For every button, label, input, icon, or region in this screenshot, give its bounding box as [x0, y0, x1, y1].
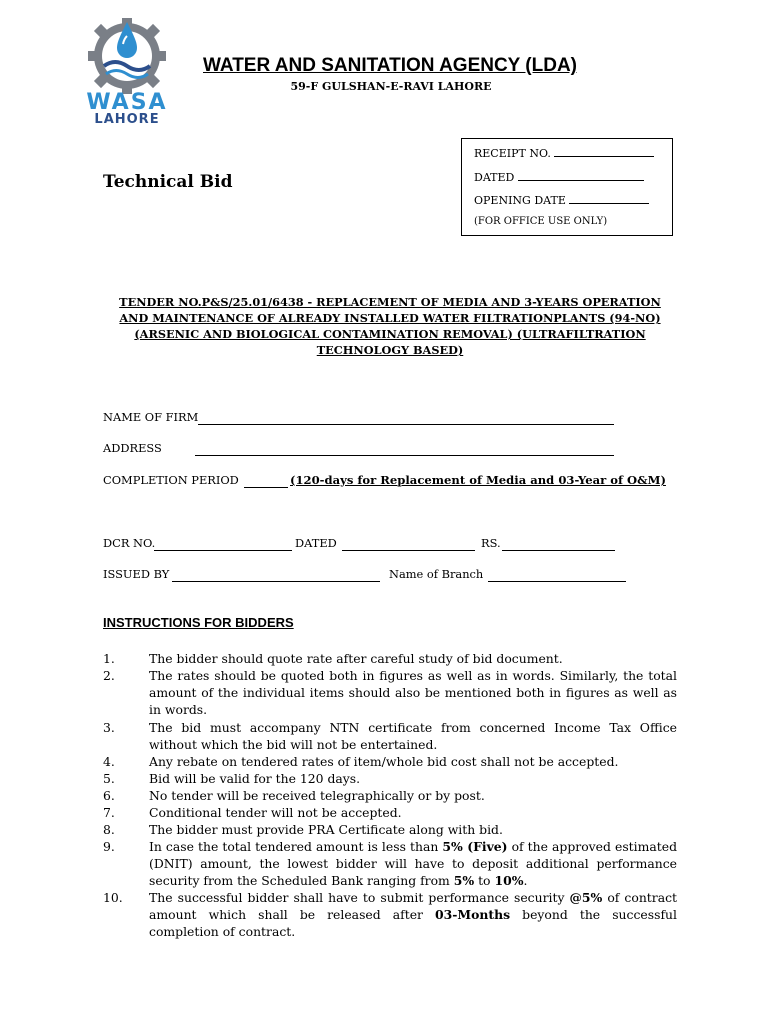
name-of-firm-label: NAME OF FIRM [103, 410, 199, 424]
item-number: 7. [103, 805, 115, 820]
item-text-part: beyond the successful completion of contract. [149, 907, 677, 940]
item-text: Bid will be valid for the 120 days. [149, 771, 361, 786]
receipt-no-blank [554, 147, 654, 157]
dcr-no-label: DCR NO. [103, 536, 156, 550]
item-text: No tender will be received telegraphically or by post. [149, 788, 485, 803]
item-text: Conditional tender will not be accepted. [149, 805, 402, 820]
item-text-bold: 10% [494, 873, 524, 889]
dcr-dated-line[interactable] [342, 550, 475, 551]
address-line[interactable] [195, 455, 614, 456]
opening-date-blank [569, 194, 649, 204]
dcr-dated-label: DATED [295, 536, 337, 550]
item-text-part: of contract amount which shall be released after [149, 890, 678, 923]
item-text [149, 889, 677, 941]
tender-line: TENDER NO.P&S/25.01/6438 - REPLACEMENT OF MEDIA AND 3-YEARS OPERATION [119, 295, 661, 309]
rs-label: RS. [481, 536, 501, 550]
item-text-bold: @5% [569, 890, 603, 905]
tender-line: TECHNOLOGY BASED) [316, 343, 464, 357]
office-use-note: (FOR OFFICE USE ONLY) [474, 216, 608, 227]
office-use-box [461, 138, 673, 236]
item-number: 6. [103, 788, 115, 803]
item-text: The bidder must provide PRA Certificate along with bid. [149, 822, 503, 837]
item-text: Any rebate on tendered rates of item/whole bid cost shall not be accepted. [149, 754, 619, 769]
page-title: Technical Bid [103, 172, 233, 192]
item-text-part: of the approved estimated (DNIT) amount, the lowest bidder will have to deposit additional performance security from the Scheduled Bank ranging from [149, 839, 677, 889]
address-label: ADDRESS [103, 441, 162, 455]
item-text: The rates should be quoted both in figures as well as in words. Similarly, the total amount of the individual items should also be mentioned both in figures as well as in words. [149, 668, 677, 718]
opening-date-label: OPENING DATE [474, 194, 566, 207]
name-of-firm-line[interactable] [198, 424, 614, 425]
dcr-no-line[interactable] [154, 550, 292, 551]
item-text-part: to [474, 873, 495, 889]
dated-blank [518, 171, 644, 181]
item-text-bold: 5% [453, 873, 475, 889]
tender-line: (ARSENIC AND BIOLOGICAL CONTAMINATION REMOVAL) (ULTRAFILTRATION [134, 327, 646, 341]
item-text-bold: 5% (Five) [442, 839, 508, 854]
tender-title [100, 294, 680, 358]
dated-row [474, 171, 644, 184]
item-number: 9. [103, 839, 115, 854]
logo-text: WASA [86, 90, 168, 115]
logo-subtext: LAHORE [94, 112, 160, 127]
issued-by-label: ISSUED BY [103, 567, 170, 581]
dated-label: DATED [474, 171, 515, 184]
item-number: 4. [103, 754, 115, 769]
item-text-part: The successful bidder shall have to submit performance security [149, 890, 570, 905]
item-text [149, 838, 677, 890]
name-of-branch-label: Name of Branch [389, 567, 484, 581]
tender-line: AND MAINTENANCE OF ALREADY INSTALLED WATER FILTRATIONPLANTS (94-NO) [119, 311, 661, 325]
item-text: The bid must accompany NTN certificate from concerned Income Tax Office without which the bid will not be entertained. [149, 720, 677, 753]
receipt-no-row [474, 147, 654, 160]
agency-name: WATER AND SANITATION AGENCY (LDA) [203, 55, 577, 76]
receipt-no-label: RECEIPT NO. [474, 147, 551, 160]
rs-line[interactable] [502, 550, 615, 551]
item-text-part: In case the total tendered amount is less than [149, 839, 443, 854]
completion-period-line[interactable] [244, 487, 288, 488]
issued-by-line[interactable] [172, 581, 380, 582]
opening-date-row [474, 194, 649, 207]
completion-period-label: COMPLETION PERIOD [103, 473, 239, 487]
instructions-heading: INSTRUCTIONS FOR BIDDERS [103, 615, 294, 630]
item-number: 10. [103, 890, 123, 905]
item-number: 5. [103, 771, 115, 786]
item-number: 3. [103, 720, 115, 735]
item-number: 8. [103, 822, 115, 837]
item-text-bold: 03-Months [435, 907, 511, 923]
item-number: 2. [103, 668, 115, 683]
name-of-branch-line[interactable] [488, 581, 626, 582]
item-text: The bidder should quote rate after careful study of bid document. [149, 651, 563, 666]
completion-period-value: (120-days for Replacement of Media and 03-Year of O&M) [290, 473, 666, 487]
agency-address: 59-F GULSHAN-E-RAVI LAHORE [290, 80, 492, 93]
item-text-part: . [523, 873, 528, 889]
item-number: 1. [103, 651, 115, 666]
